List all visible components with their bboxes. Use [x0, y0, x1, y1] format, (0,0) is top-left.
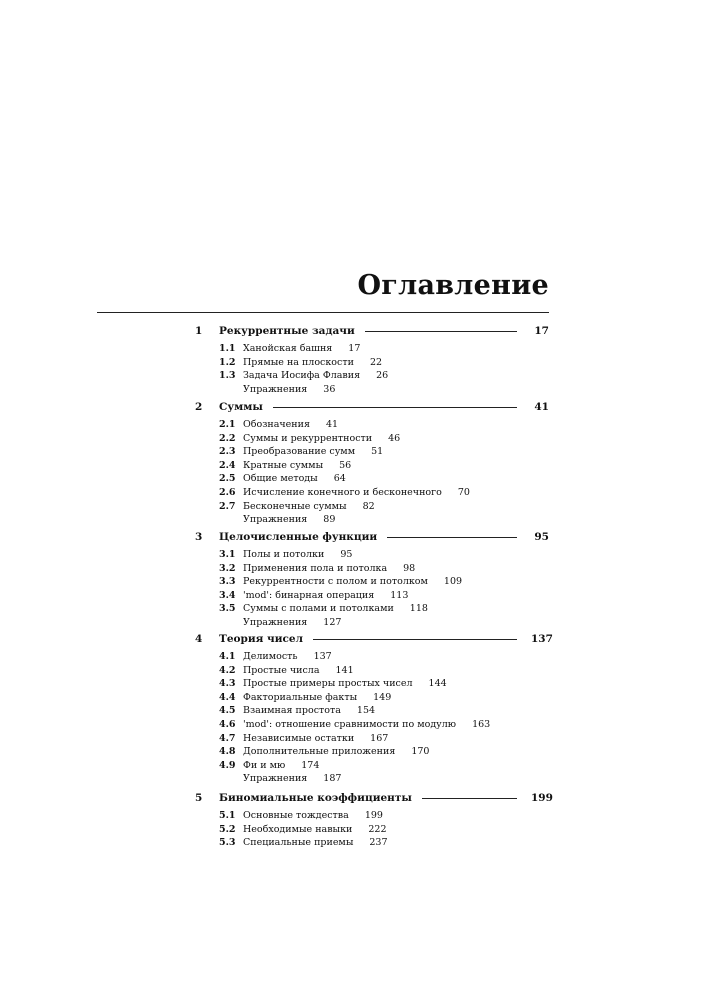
section-number: 2.6 — [219, 487, 236, 498]
section-title: Бесконечные суммы — [243, 500, 347, 512]
section-number: 2.5 — [219, 473, 236, 485]
chapter-leader-line — [365, 331, 517, 332]
section-title: 'mod': бинарная операция — [243, 589, 375, 601]
section-number: 3.2 — [219, 562, 236, 574]
section-title: 'mod': отношение сравнимости по модулю — [243, 719, 457, 730]
section-entry — [219, 472, 346, 485]
section-title: Взаимная простота — [243, 705, 341, 717]
section-entry — [219, 691, 391, 704]
section-page: 141 — [335, 664, 354, 676]
section-title: Простые примеры простых чисел — [243, 678, 413, 690]
section-number: 3.3 — [219, 576, 236, 588]
section-page: 137 — [313, 651, 332, 662]
section-number: 4.4 — [219, 691, 236, 703]
section-title: Необходимые навыки — [243, 823, 353, 835]
exercises-page: 127 — [323, 617, 342, 628]
chapter-entry — [195, 530, 549, 545]
section-page: 167 — [370, 732, 389, 744]
section-title: Применения пола и потолка — [243, 562, 388, 574]
section-title: Факториальные факты — [243, 691, 358, 703]
section-entry — [219, 823, 387, 836]
chapter-title: Суммы — [219, 401, 263, 413]
section-page: 51 — [371, 446, 384, 458]
section-title: Суммы и рекуррентности — [243, 432, 373, 444]
chapter-number: 5 — [195, 792, 203, 804]
section-entry — [219, 562, 415, 575]
page-title: Оглавление — [357, 270, 549, 301]
section-number: 4.5 — [219, 705, 236, 717]
section-title: Делимость — [243, 651, 298, 662]
section-page: 109 — [443, 576, 463, 588]
exercises-title: Упражнения — [243, 514, 308, 526]
section-number: 2.1 — [219, 419, 236, 430]
section-number: 5.3 — [219, 837, 236, 849]
section-number: 5.2 — [219, 823, 236, 835]
section-number: 4.2 — [219, 664, 236, 676]
section-number: 2.2 — [219, 432, 236, 444]
section-page: 22 — [369, 356, 383, 368]
section-page: 144 — [428, 678, 447, 690]
chapter-title: Целочисленные функции — [219, 531, 378, 543]
section-number: 4.9 — [219, 759, 236, 771]
section-page: 149 — [373, 691, 392, 703]
section-title: Рекуррентности с полом и потолком — [243, 576, 428, 588]
exercises-entry — [243, 513, 335, 526]
section-number: 3.1 — [219, 549, 236, 560]
section-title: Преобразование сумм — [243, 446, 356, 458]
chapter-title: Теория чисел — [219, 633, 303, 645]
section-entry — [219, 664, 354, 677]
chapter-entry — [195, 632, 553, 647]
section-entry — [219, 575, 462, 588]
chapter-entry — [195, 324, 549, 339]
section-entry — [219, 759, 319, 772]
exercises-entry — [243, 772, 341, 785]
section-page: 174 — [301, 759, 320, 771]
section-entry — [219, 486, 470, 499]
section-title: Ханойская башня — [243, 343, 333, 354]
section-number: 1.1 — [219, 343, 236, 354]
section-entry — [219, 650, 332, 663]
section-title: Обозначения — [243, 419, 310, 430]
section-title: Общие методы — [243, 473, 318, 485]
exercises-title: Упражнения — [243, 773, 308, 785]
exercises-page: 89 — [323, 514, 336, 526]
section-number: 2.4 — [219, 459, 236, 471]
chapter-leader-line — [422, 798, 517, 799]
section-page: 98 — [403, 562, 416, 574]
section-entry — [219, 836, 388, 849]
section-entry — [219, 356, 382, 369]
chapter-leader-line — [387, 537, 517, 538]
section-number: 4.1 — [219, 651, 236, 662]
section-title: Специальные приемы — [243, 837, 354, 849]
section-entry — [219, 342, 360, 355]
exercises-page: 187 — [323, 773, 342, 785]
chapter-leader-line — [273, 407, 517, 408]
section-title: Простые числа — [243, 664, 320, 676]
section-number: 2.3 — [219, 446, 236, 458]
section-page: 82 — [362, 500, 375, 512]
section-page: 56 — [339, 459, 352, 471]
section-page: 26 — [376, 370, 389, 382]
section-number: 3.5 — [219, 603, 236, 615]
section-number: 4.6 — [219, 719, 236, 730]
chapter-number: 2 — [195, 401, 203, 413]
section-entry — [219, 704, 375, 717]
section-page: 154 — [356, 705, 376, 717]
section-page: 46 — [388, 432, 401, 444]
chapter-page: 199 — [531, 792, 553, 804]
section-number: 4.8 — [219, 746, 236, 758]
section-page: 222 — [368, 823, 387, 835]
section-entry — [219, 718, 490, 731]
section-entry — [219, 677, 447, 690]
section-page: 95 — [340, 549, 353, 560]
chapter-entry — [195, 400, 549, 415]
chapter-page: 17 — [534, 325, 549, 337]
section-entry — [219, 459, 351, 472]
section-entry — [219, 500, 375, 513]
section-number: 1.3 — [219, 370, 236, 382]
section-title: Независимые остатки — [243, 732, 355, 744]
section-number: 1.2 — [219, 356, 236, 368]
section-number: 3.4 — [219, 589, 236, 601]
chapter-title: Биномиальные коэффициенты — [219, 792, 412, 804]
section-entry — [219, 432, 400, 445]
section-entry — [219, 809, 383, 822]
exercises-title: Упражнения — [243, 617, 308, 628]
section-page: 163 — [472, 719, 491, 730]
section-number: 5.1 — [219, 810, 236, 821]
section-page: 199 — [364, 810, 383, 821]
exercises-entry — [243, 383, 335, 396]
section-entry — [219, 745, 429, 758]
section-page: 170 — [411, 746, 430, 758]
section-page: 70 — [457, 487, 470, 498]
chapter-page: 137 — [531, 633, 553, 645]
section-page: 237 — [369, 837, 388, 849]
section-title: Фи и мю — [243, 759, 286, 771]
section-entry — [219, 602, 428, 615]
section-title: Основные тождества — [243, 810, 349, 821]
chapter-page: 95 — [534, 531, 549, 543]
chapter-title: Рекуррентные задачи — [219, 325, 355, 337]
section-entry — [219, 548, 352, 561]
chapter-number: 3 — [195, 531, 203, 543]
section-number: 4.3 — [219, 678, 236, 690]
chapter-entry — [195, 791, 553, 806]
exercises-entry — [243, 616, 341, 629]
exercises-page: 36 — [323, 383, 336, 395]
section-page: 64 — [333, 473, 346, 485]
chapter-leader-line — [313, 639, 517, 640]
section-title: Задача Иосифа Флавия — [243, 370, 361, 382]
section-title: Полы и потолки — [243, 549, 325, 560]
section-page: 41 — [325, 419, 339, 430]
section-entry — [219, 369, 388, 382]
section-title: Дополнительные приложения — [243, 746, 396, 758]
section-entry — [219, 445, 383, 458]
chapter-number: 1 — [195, 325, 203, 337]
exercises-title: Упражнения — [243, 383, 308, 395]
section-entry — [219, 589, 408, 602]
section-title: Исчисление конечного и бесконечного — [243, 487, 442, 498]
chapter-number: 4 — [195, 633, 203, 645]
section-title: Кратные суммы — [243, 459, 324, 471]
section-number: 4.7 — [219, 732, 236, 744]
section-entry — [219, 418, 338, 431]
chapter-page: 41 — [534, 401, 549, 413]
section-title: Суммы с полами и потолками — [243, 603, 394, 615]
section-page: 113 — [390, 589, 409, 601]
section-page: 17 — [348, 343, 361, 354]
section-number: 2.7 — [219, 500, 236, 512]
section-title: Прямые на плоскости — [243, 356, 354, 368]
section-entry — [219, 732, 388, 745]
section-page: 118 — [409, 603, 428, 615]
